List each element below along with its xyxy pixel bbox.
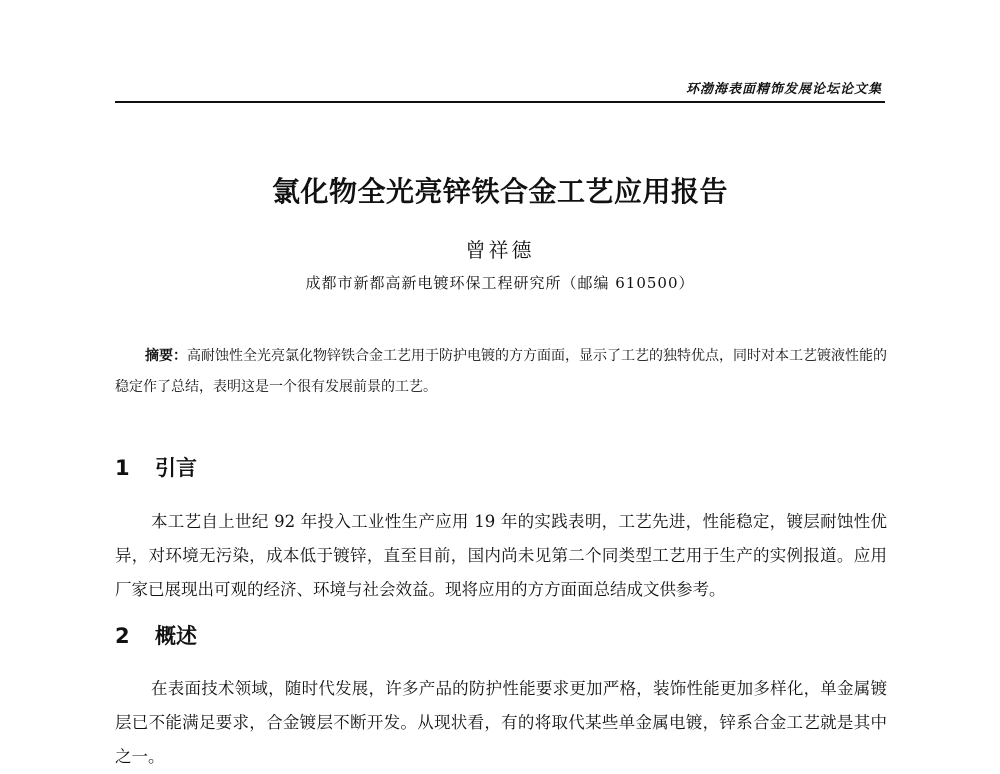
section-number: 1 <box>115 456 130 480</box>
running-header: 环渤海表面精饰发展论坛论文集 <box>685 82 882 97</box>
author-affiliation: 成都市新都高新电镀环保工程研究所（邮编 610500） <box>305 274 695 292</box>
section-title: 概述 <box>155 624 197 648</box>
overview-paragraph: 在表面技术领域，随时代发展，许多产品的防护性能要求更加严格，装饰性能更加多样化，单金属镀层已不能满足要求，合金镀层不断开发。从现状看，有的将取代某些单金属电镀，锌系合金工艺就是其中之一。 <box>115 679 887 766</box>
introduction-paragraph: 本工艺自上世纪 92 年投入工业性生产应用 19 年的实践表明，工艺先进，性能稳定，镀层耐蚀性优异，对环境无污染，成本低于镀锌，直至目前，国内尚未见第二个同类型工艺用于生产的实例报道。应用厂家已展现出可观的经济、环境与社会效益。现将应用的方方面面总结成文供参考。 <box>115 512 887 599</box>
section-number: 2 <box>115 624 130 648</box>
abstract-label: 摘要： <box>145 348 187 364</box>
section-heading-overview <box>115 620 197 650</box>
paper-title: 氯化物全光亮锌铁合金工艺应用报告 <box>271 175 728 208</box>
section-title: 引言 <box>155 456 197 480</box>
abstract <box>115 341 887 403</box>
abstract-text: 高耐蚀性全光亮氯化物锌铁合金工艺用于防护电镀的方方面面，显示了工艺的独特优点，同时对本工艺镀液性能的稳定作了总结，表明这是一个很有发展前景的工艺。 <box>115 348 887 395</box>
author-name: 曾祥德 <box>465 238 535 262</box>
section-heading-introduction <box>115 452 197 482</box>
header-rule <box>115 101 885 103</box>
